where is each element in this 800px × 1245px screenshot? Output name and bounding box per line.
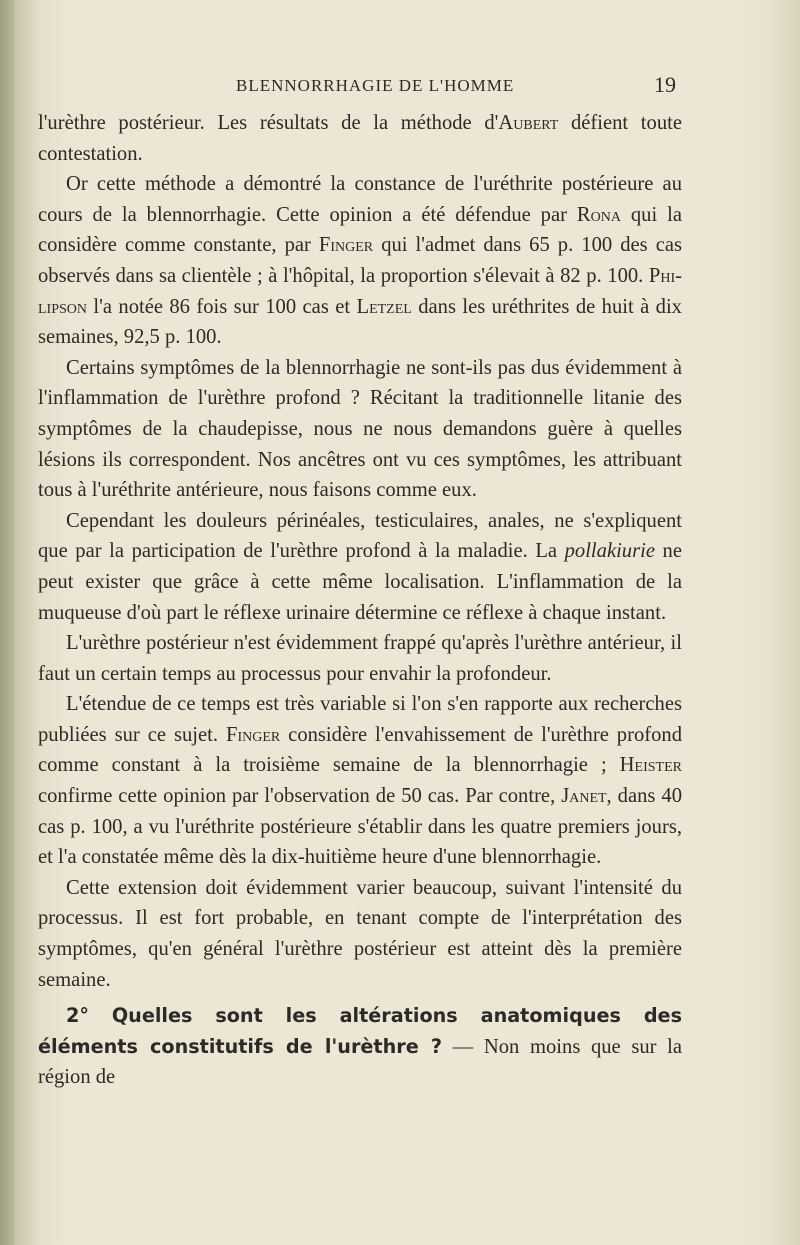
running-head	[0, 72, 800, 106]
author-name: Aubert	[498, 112, 559, 134]
author-name: Letzel	[356, 295, 412, 318]
author-name: Finger	[318, 234, 374, 257]
text-segment: Cependant les douleurs périnéales, testiculaires, anales, ne s'expliquent que par la participation de l'urèthre profond à la maladie. La	[38, 509, 682, 563]
page-spine-shadow	[0, 0, 14, 1245]
paragraph-1	[38, 108, 682, 169]
text-segment: confirme cette opinion par l'observation de 50 cas. Par contre,	[38, 785, 562, 808]
author-name: Philipson	[38, 264, 682, 318]
body-text	[38, 108, 682, 1093]
text-segment: , dans 40 cas p. 100, a vu l'uréthrite postérieure s'établir dans les quatre premiers jours, et l'a constatée même dès la dix-huitième heure d'une blennorrhagie.	[38, 785, 682, 869]
text-segment: l'urèthre postérieur. Les résultats de la méthode d'	[38, 112, 499, 134]
text-segment: considère l'envahissement de l'urèthre profond comme constant à la troisième semaine de la blennorrhagie ;	[38, 723, 683, 777]
paragraph-2	[38, 169, 682, 353]
author-name: Rona	[576, 203, 621, 226]
text-segment: ne peut exister que grâce à cette même localisation. L'inflammation de la muqueuse d'où part le réflexe urinaire détermine ce réflexe à chaque instant.	[38, 540, 682, 624]
section-heading-paragraph	[38, 1001, 682, 1093]
paragraph-3	[38, 353, 682, 506]
text-segment: — Non moins que sur la région de	[38, 1035, 682, 1089]
author-name: Janet	[561, 785, 607, 808]
page-number: 19	[654, 72, 676, 97]
text-segment: qui l'admet dans 65 p. 100 des cas observés dans sa clientèle ; à l'hôpital, la proportion s'élevait à 82 p. 100.	[38, 234, 683, 287]
text-segment: Cette extension doit évidemment varier beaucoup, suivant l'intensité du processus. Il est fort probable, en tenant compte de l'interprétation des symptômes, qu'en général l'urèthre postérieur est atteint dès la première semaine.	[38, 876, 682, 991]
text-segment: qui la considère comme constante, par	[38, 203, 682, 257]
text-segment: L'étendue de ce temps est très variable si l'on s'en rapporte aux recherches publiées sur ce sujet.	[38, 693, 682, 746]
paragraph-6	[38, 689, 682, 873]
author-name: Heister	[619, 754, 682, 777]
text-segment: défient toute contestation.	[38, 112, 682, 165]
running-title: BLENNORRHAGIE DE L'HOMME	[236, 76, 515, 95]
italic-term: pollakiurie	[564, 540, 655, 563]
author-name: Finger	[225, 723, 281, 746]
text-segment: L'urèthre postérieur n'est évidemment frappé qu'après l'urèthre antérieur, il faut un certain temps au processus pour envahir la profondeur.	[38, 632, 682, 685]
paragraph-4	[38, 506, 682, 628]
text-segment: dans les uréthrites de huit à dix semaines, 92,5 p. 100.	[38, 295, 682, 349]
text-segment: Or cette méthode a démontré la constance de l'uréthrite postérieure au cours de la blennorrhagie. Cette opinion a été défendue par	[38, 173, 682, 226]
paragraph-7	[38, 873, 682, 995]
text-segment: Certains symptômes de la blennorrhagie ne sont-ils pas dus évidemment à l'inflammation de l'urèthre profond ? Récitant la traditionnelle litanie des symptômes de la chaudepisse, nous ne nous demandons guère à quelles lésions ils correspondent. Nos ancêtres ont vu ces symptômes, les attribuant tous à l'uréthrite antérieure, nous faisons comme eux.	[38, 356, 682, 502]
paragraph-5	[38, 628, 682, 689]
section-heading: 2° Quelles sont les altérations anatomiques des éléments constitutifs de l'urèthre ?	[38, 1004, 682, 1058]
text-segment: l'a notée 86 fois sur 100 cas et	[87, 295, 357, 318]
